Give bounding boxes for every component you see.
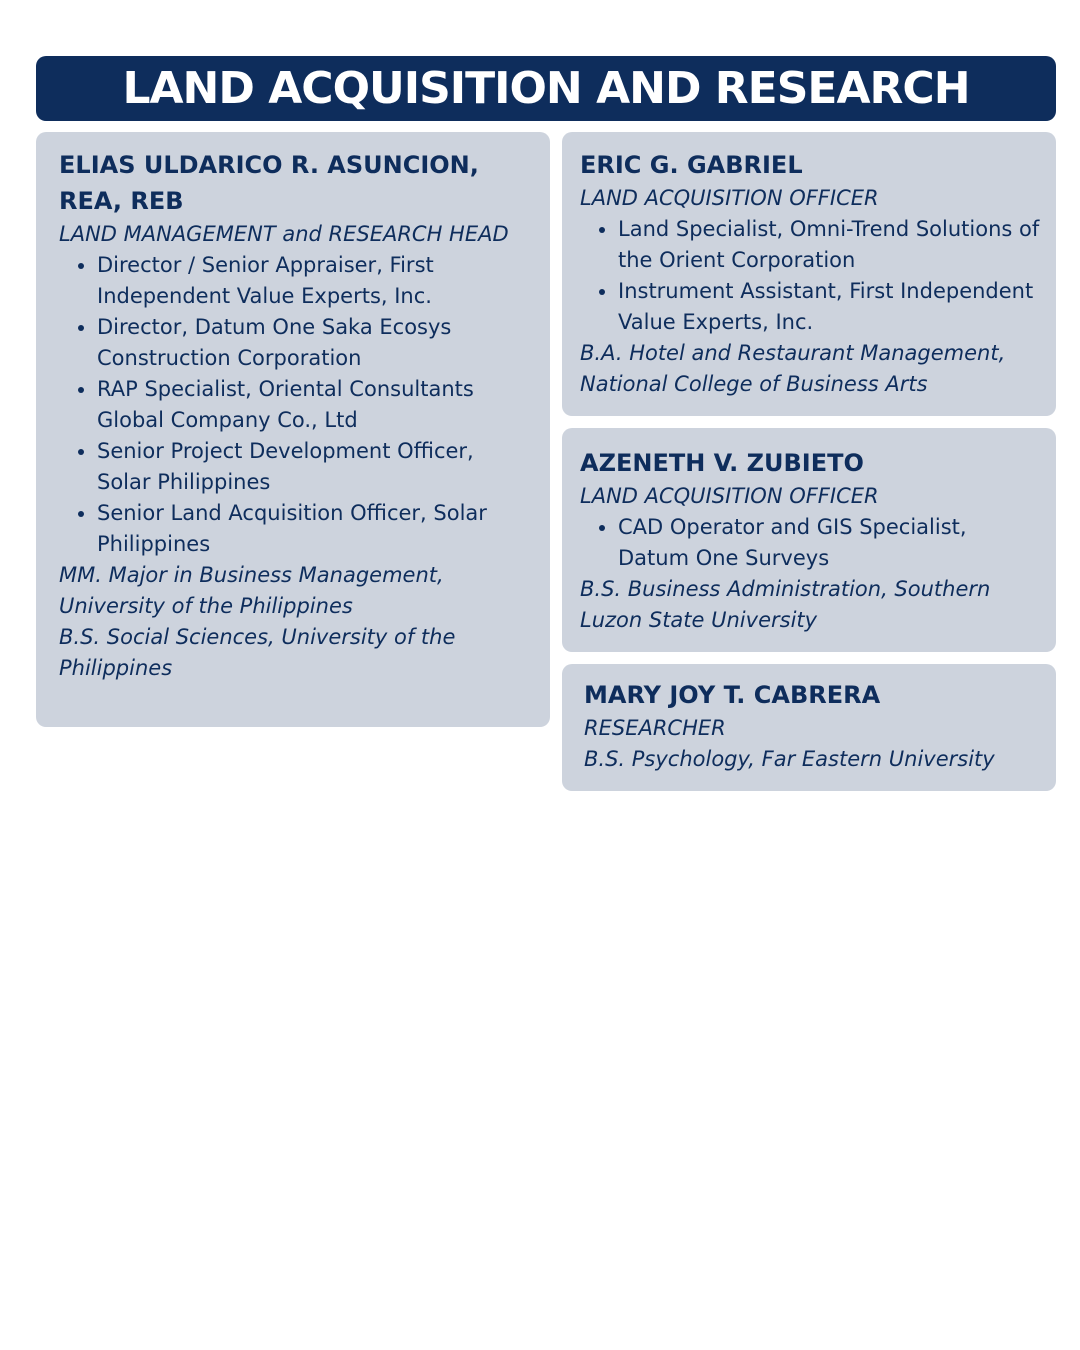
person-role: LAND MANAGEMENT and RESEARCH HEAD [59, 222, 509, 246]
profile-card-mary [562, 664, 1056, 791]
page-title: LAND ACQUISITION AND RESEARCH [122, 63, 970, 114]
experience-list [59, 250, 528, 560]
education-item: B.S. Social Sciences, University of the Philippines [59, 625, 456, 680]
person-name: ERIC G. GABRIEL [580, 151, 803, 179]
experience-list [580, 214, 1044, 338]
experience-item: • Senior Project Development Officer, Solar Philippines [97, 436, 528, 498]
experience-item: • Senior Land Acquisition Officer, Solar Philippines [97, 498, 528, 560]
person-name: MARY JOY T. CABRERA [584, 681, 881, 709]
experience-item: • Director / Senior Appraiser, First Independent Value Experts, Inc. [97, 250, 528, 312]
profile-card-elias [36, 132, 550, 727]
person-role: LAND ACQUISITION OFFICER [580, 186, 879, 210]
education-item: MM. Major in Business Management, University of the Philippines [59, 563, 444, 618]
experience-item: • RAP Specialist, Oriental Consultants Global Company Co., Ltd [97, 374, 528, 436]
experience-item: • Instrument Assistant, First Independent Value Experts, Inc. [618, 276, 1044, 338]
title-banner [36, 56, 1056, 121]
experience-item: • Director, Datum One Saka Ecosys Construction Corporation [97, 312, 528, 374]
person-name: AZENETH V. ZUBIETO [580, 449, 864, 477]
person-role: RESEARCHER [584, 716, 726, 740]
person-name: ELIAS ULDARICO R. ASUNCION, REA, REB [59, 151, 479, 215]
profile-card-eric [562, 132, 1056, 416]
education-item: B.S. Psychology, Far Eastern University [584, 747, 995, 771]
person-role: LAND ACQUISITION OFFICER [580, 484, 879, 508]
experience-item: • CAD Operator and GIS Specialist, Datum One Surveys [618, 512, 1044, 574]
experience-list [580, 512, 1044, 574]
education-item: B.A. Hotel and Restaurant Management, National College of Business Arts [580, 341, 1006, 396]
experience-item: • Land Specialist, Omni-Trend Solutions of the Orient Corporation [618, 214, 1044, 276]
education-item: B.S. Business Administration, Southern Luzon State University [580, 577, 991, 632]
profile-card-azeneth [562, 428, 1056, 652]
